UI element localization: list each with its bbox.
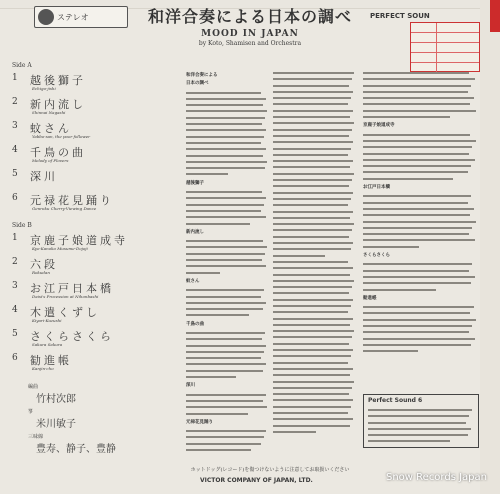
album-byline: by Koto, Shamisen and Orchestra [198, 40, 302, 47]
text-line [186, 153, 268, 159]
credit-role: 箏 [28, 409, 34, 415]
track-title: 京鹿子娘道成寺 [30, 234, 128, 247]
watermark: Snow Records Japan [386, 472, 487, 483]
track-row [10, 352, 178, 376]
text-line [363, 310, 477, 316]
track-number: 2 [12, 97, 18, 107]
side-b-tracks [10, 232, 178, 376]
text-line [186, 90, 268, 96]
track-row [10, 168, 178, 192]
track-title: 六段 [30, 258, 58, 271]
track-row [10, 72, 178, 96]
track-number: 5 [12, 329, 18, 339]
text-line [363, 212, 477, 218]
text-line [273, 202, 355, 208]
text-line [363, 176, 477, 182]
text-line [186, 108, 268, 114]
notes-subhead: お江戸日本橋 [363, 185, 390, 191]
spine [480, 0, 500, 494]
track-number: 3 [12, 281, 18, 291]
text-line [186, 374, 268, 380]
text-line [363, 237, 477, 243]
text-line [363, 83, 477, 89]
credit-role: 編曲 [28, 384, 39, 390]
text-line [273, 190, 355, 196]
company-name: VICTOR COMPANY OF JAPAN, LTD. [200, 477, 313, 484]
text-line [273, 83, 355, 89]
credit-entry [28, 383, 178, 405]
perfect-sound-title: Perfect Sound 6 [368, 397, 423, 404]
track-romaji: Shinnai Nagashi [32, 110, 66, 115]
text-line [273, 209, 355, 215]
track-title: 蚊さん [30, 122, 72, 135]
text-line [186, 127, 268, 133]
track-row [10, 280, 178, 304]
album-title-en: MOOD IN JAPAN [201, 29, 299, 39]
text-line [273, 423, 355, 429]
text-line [186, 404, 268, 410]
text-line [273, 334, 355, 340]
track-romaji: Yabbo-san, the poor follower [32, 134, 91, 139]
text-line [186, 202, 268, 208]
track-number: 3 [12, 121, 18, 131]
text-line [273, 316, 355, 322]
perfect-sound-box [363, 394, 479, 448]
catalog-info-box [410, 22, 480, 72]
text-line [186, 411, 268, 417]
text-line [368, 413, 474, 419]
credit-entry [28, 408, 178, 430]
text-line [186, 447, 268, 453]
tracklist [10, 60, 178, 376]
track-romaji: Sakura Sakura [32, 342, 63, 347]
victor-dog-icon [38, 9, 54, 25]
text-line [368, 420, 474, 426]
liner-notes-col3 [363, 70, 477, 390]
text-line [363, 101, 477, 107]
text-line [186, 171, 268, 177]
track-number: 1 [12, 233, 18, 243]
track-row [10, 120, 178, 144]
credit-person: 竹村次郎 [36, 394, 76, 405]
track-romaji: Kanjin-cho [32, 366, 54, 371]
text-line [186, 263, 268, 269]
notes-subhead: 深川 [186, 383, 195, 389]
credit-person: 米川敏子 [36, 419, 76, 430]
notes-subhead: 勧進帳 [363, 295, 377, 301]
text-line [273, 429, 355, 435]
track-title: 元禄花見踊り [30, 194, 114, 207]
track-row [10, 328, 178, 352]
text-line [273, 146, 355, 152]
track-romaji: Daisi's Procession at Nihonbashi [32, 294, 99, 299]
liner-notes-col2 [273, 70, 355, 455]
text-line [363, 200, 477, 206]
notes-subhead: 越後獅子 [186, 180, 204, 186]
text-line [186, 195, 268, 201]
handling-note: ホットドッグ(レコード)を傷つけないように注意してお取扱いください [190, 467, 350, 473]
track-row [10, 144, 178, 168]
text-line [186, 287, 268, 293]
text-line [363, 193, 477, 199]
text-line [186, 336, 268, 342]
track-romaji: Melody of Plovers [32, 158, 69, 163]
track-title: 木遣くずし [30, 306, 100, 319]
text-line [273, 372, 355, 378]
credit-person: 豊寿、静子、豊静 [36, 444, 116, 455]
text-line [273, 416, 355, 422]
track-row [10, 232, 178, 256]
red-mark [490, 0, 500, 32]
text-line [273, 397, 355, 403]
text-line [273, 290, 355, 296]
track-romaji: Kyo-Kanoko Musume-Dojoji [32, 246, 88, 251]
track-row [10, 304, 178, 328]
track-title: 千鳥の曲 [30, 146, 86, 159]
text-line [363, 336, 477, 342]
notes-heading: 和洋合奏による [186, 73, 218, 78]
album-title-jp: 和洋合奏による日本の調べ [147, 7, 352, 26]
text-line [186, 343, 268, 349]
track-title: さくらさくら [30, 330, 114, 343]
text-line [363, 219, 477, 225]
track-romaji: Genroku Cherry-Viewing Dance [32, 206, 97, 211]
track-number: 6 [12, 353, 18, 363]
credit-entry [28, 433, 178, 455]
text-line [363, 280, 477, 286]
track-number: 5 [12, 169, 18, 179]
text-line [186, 434, 268, 440]
text-line [273, 265, 355, 271]
text-line [273, 183, 355, 189]
text-line [363, 261, 477, 267]
stereo-logo [34, 6, 128, 28]
text-line [363, 169, 477, 175]
text-line [186, 361, 268, 367]
track-number: 4 [12, 145, 18, 155]
text-line [363, 348, 477, 354]
notes-subhead: 京鹿子娘道成寺 [363, 123, 395, 129]
track-title: 深川 [30, 170, 58, 183]
text-line [186, 312, 268, 318]
series-label: PERFECT SOUN [370, 12, 430, 20]
text-line [273, 164, 355, 170]
track-number: 2 [12, 257, 18, 267]
notes-heading-2: 日本の調べ [186, 81, 209, 87]
text-line [273, 309, 355, 315]
side-a-label: Side A [12, 62, 32, 69]
track-number: 1 [12, 73, 18, 83]
text-line [363, 144, 477, 150]
text-line [273, 120, 355, 126]
track-number: 4 [12, 305, 18, 315]
track-title: 新内流し [30, 98, 86, 111]
track-title: お江戸日本橋 [30, 282, 114, 295]
text-line [363, 329, 477, 335]
side-b-label: Side B [12, 222, 32, 229]
track-number: 6 [12, 193, 18, 203]
text-line [186, 270, 268, 276]
liner-notes-col1 [186, 70, 268, 455]
track-row [10, 256, 178, 280]
notes-subhead: さくらさくら [363, 253, 390, 259]
text-line [273, 353, 355, 359]
text-line [186, 221, 268, 227]
text-line [273, 272, 355, 278]
side-a-tracks [10, 72, 178, 216]
text-line [363, 76, 477, 82]
text-line [273, 101, 355, 107]
text-line [363, 287, 477, 293]
text-line [363, 114, 477, 120]
notes-subhead: 新内流し [186, 229, 204, 235]
track-title: 越後獅子 [30, 74, 86, 87]
notes-subhead: 千鳥の曲 [186, 321, 204, 327]
notes-subhead: 蚊さん [186, 278, 200, 284]
credit-role: 三味線 [28, 434, 44, 440]
text-line [273, 76, 355, 82]
text-line [186, 146, 268, 152]
track-title: 勧進帳 [30, 354, 72, 367]
notes-subhead: 元禄花見踊り [186, 419, 213, 425]
track-romaji: Echigo-jishi [32, 86, 56, 91]
text-line [273, 379, 355, 385]
text-line [273, 139, 355, 145]
credits [28, 380, 178, 455]
text-line [186, 214, 268, 220]
text-line [186, 294, 268, 300]
text-line [273, 227, 355, 233]
text-line [368, 438, 474, 444]
text-line [363, 151, 477, 157]
track-romaji: Kiyari-Kuzushi [32, 318, 62, 323]
text-line [186, 244, 268, 250]
text-line [363, 244, 477, 250]
track-row [10, 192, 178, 216]
track-row [10, 96, 178, 120]
text-line [273, 246, 355, 252]
logo-text: ステレオ [57, 12, 89, 22]
text-line [363, 268, 477, 274]
track-romaji: Rokudan [32, 270, 50, 275]
